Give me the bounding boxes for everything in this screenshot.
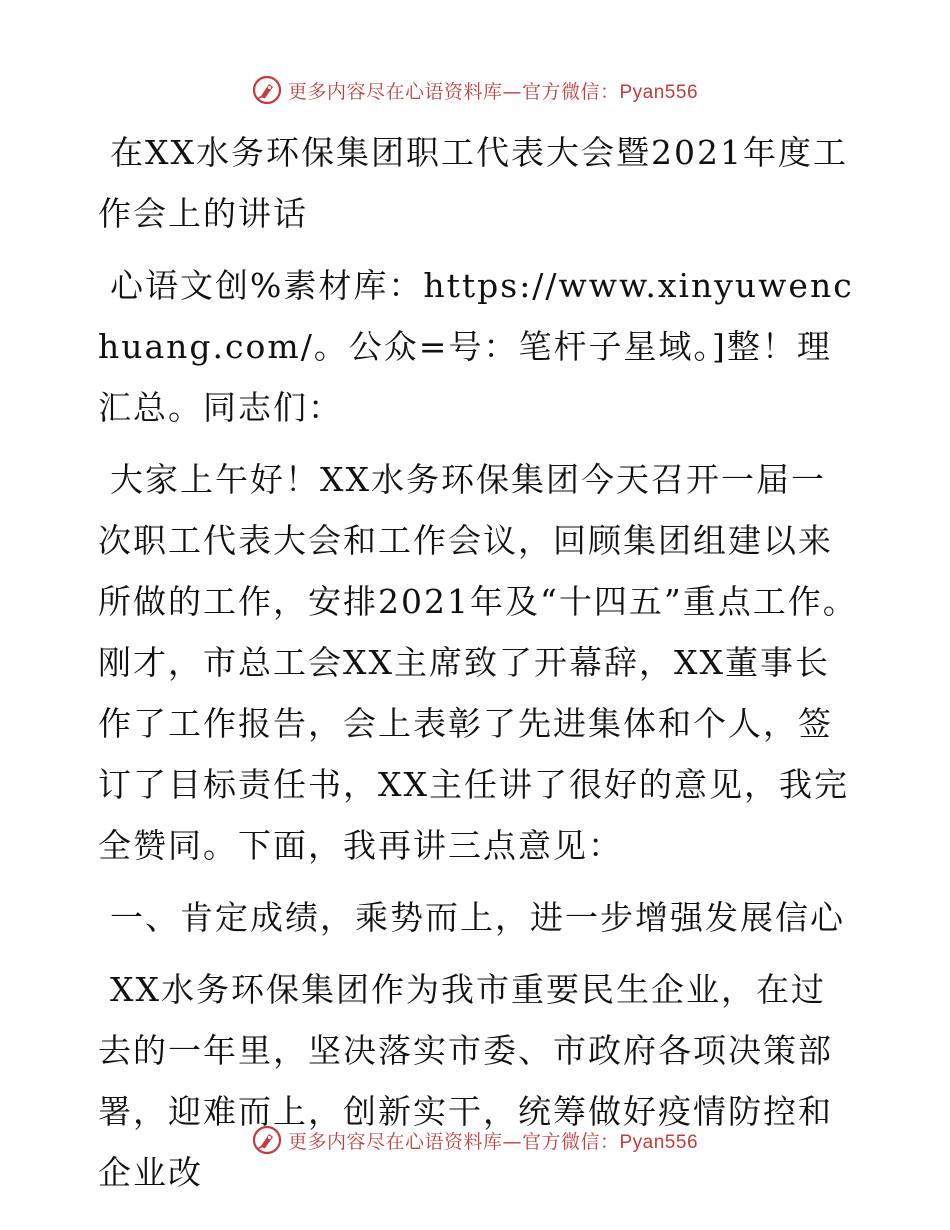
pen-nib-logo-icon: [252, 75, 282, 105]
paragraph-source: 心语文创%素材库：https://www.xinyuwenchuang.com/。公众=号：笔杆子星域。]整！理汇总。同志们：: [98, 266, 854, 427]
document-title: 在XX水务环保集团职工代表大会暨2021年度工作会上的讲话: [98, 133, 848, 233]
banner-separator: —: [502, 1130, 522, 1153]
header-banner: [0, 70, 950, 110]
banner-wechat-handle: Pyan556: [619, 81, 699, 103]
banner-slogan: 更多内容尽在心语资料库: [287, 1130, 503, 1153]
banner-contact-label: 官方微信：: [521, 80, 620, 103]
banner-slogan: 更多内容尽在心语资料库: [287, 80, 503, 103]
pen-nib-logo-icon: [252, 1125, 282, 1155]
banner-separator: —: [502, 80, 522, 103]
paragraph-opening: 大家上午好！XX水务环保集团今天召开一届一次职工代表大会和工作会议，回顾集团组建以来所做的工作，安排2021年及“十四五”重点工作。刚才，市总工会XX主席致了开幕辞，XX董事长作了工作报告，会上表彰了先进集体和个人，签订了目标责任书，XX主任讲了很好的意见，我完全赞同。下面，我再讲三点意见：: [98, 460, 858, 865]
banner-text: [288, 1127, 698, 1154]
section-heading-1: 一、肯定成绩，乘势而上，进一步增强发展信心: [110, 898, 845, 937]
paragraph-section-1: XX水务环保集团作为我市重要民生企业，在过去的一年里，坚决落实市委、市政府各项决策部署，迎难而上，创新实干，统筹做好疫情防控和企业改: [98, 970, 833, 1192]
banner-contact-label: 官方微信：: [521, 1130, 620, 1153]
document-body: [98, 122, 858, 1214]
banner-wechat-handle: Pyan556: [619, 1131, 699, 1153]
banner-text: [288, 77, 698, 104]
footer-banner: [0, 1120, 950, 1160]
